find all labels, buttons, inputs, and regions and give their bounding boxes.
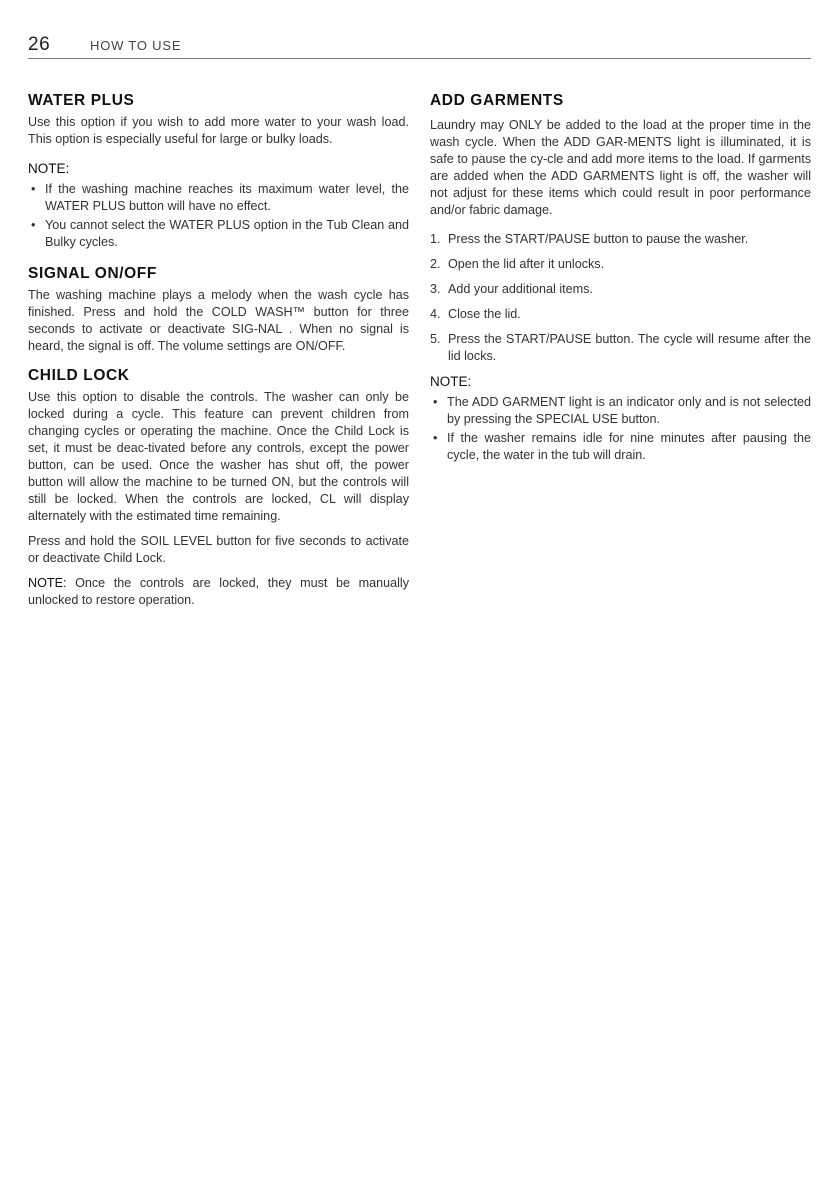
step-text: Add your additional items.: [448, 282, 593, 296]
page-header: [28, 34, 811, 59]
step-item: [430, 231, 811, 248]
signal-body: The washing machine plays a melody when the wash cycle has finished. Press and hold the COLD WASH™ button for three seconds to activate or deactivate SIG-NAL . When no signal is heard, the signal is off. The volume settings are ON/OFF.: [28, 288, 409, 353]
add-garments-heading: ADD GARMENTS: [430, 92, 564, 109]
step-number: 1.: [430, 232, 441, 246]
left-column: [28, 92, 409, 609]
note-item: • The ADD GARMENT light is an indicator only and is not selected by pressing the SPECIAL USE button.: [430, 394, 811, 428]
step-item: [430, 281, 811, 298]
note-item: • If the washer remains idle for nine minutes after pausing the cycle, the water in the tub will drain.: [430, 430, 811, 464]
note-item: • You cannot select the WATER PLUS option in the Tub Clean and Bulky cycles.: [28, 217, 409, 251]
step-text: Press the START/PAUSE button to pause the washer.: [448, 232, 749, 246]
add-garments-section: [430, 92, 811, 464]
step-text: Open the lid after it unlocks.: [448, 257, 605, 271]
page-number: 26: [28, 34, 51, 55]
add-garments-body: Laundry may ONLY be added to the load at the proper time in the wash cycle. When the ADD GAR-MENTS light is illuminated, it is safe to pause the cy-cle and add more items to the load. If garments are added when the ADD GARMENTS light is off, the washer will not adjust for these items which could result in poor performance and/or fabric damage.: [430, 118, 811, 217]
water-plus-notes: [28, 181, 409, 251]
right-column: [430, 92, 811, 466]
section-title: HOW TO USE: [90, 38, 182, 53]
add-garments-steps: [430, 231, 811, 365]
child-lock-heading: CHILD LOCK: [28, 367, 130, 384]
step-number: 3.: [430, 282, 441, 296]
step-item: [430, 256, 811, 273]
step-number: 2.: [430, 257, 441, 271]
water-plus-section: [28, 92, 409, 251]
child-lock-body: Use this option to disable the controls. The washer can only be locked during a cycle. This feature can prevent children from changing cycles or operating the machine. Once the Child Lock is set, it must be deac-tivated before any controls, except the power button, can be used. Once the washer has shut off, the power button will allow the machine to be turned ON, but the controls will still be locked. When the controls are locked, CL will display alternately with the estimated time remaining.: [28, 390, 409, 523]
signal-section: [28, 265, 409, 355]
signal-heading: SIGNAL ON/OFF: [28, 265, 157, 282]
step-text: Press the START/PAUSE button. The cycle will resume after the lid locks.: [448, 332, 811, 363]
child-lock-note-label: NOTE:: [28, 576, 67, 590]
add-garments-note-label: NOTE:: [430, 374, 472, 389]
add-garments-notes: [430, 394, 811, 464]
child-lock-instruction: Press and hold the SOIL LEVEL button for five seconds to activate or deactivate Child Lock.: [28, 534, 409, 565]
step-item: [430, 306, 811, 323]
child-lock-section: [28, 367, 409, 609]
step-text: Close the lid.: [448, 307, 521, 321]
water-plus-body: Use this option if you wish to add more water to your wash load. This option is especially useful for large or bulky loads.: [28, 115, 409, 146]
child-lock-note: [28, 575, 409, 609]
water-plus-heading: WATER PLUS: [28, 92, 135, 109]
step-item: [430, 331, 811, 365]
step-number: 4.: [430, 307, 441, 321]
note-item: • If the washing machine reaches its maximum water level, the WATER PLUS button will have no effect.: [28, 181, 409, 215]
water-plus-note-label: NOTE:: [28, 161, 70, 176]
step-number: 5.: [430, 332, 441, 346]
child-lock-note-text: Once the controls are locked, they must be manually unlocked to restore operation.: [28, 576, 409, 607]
